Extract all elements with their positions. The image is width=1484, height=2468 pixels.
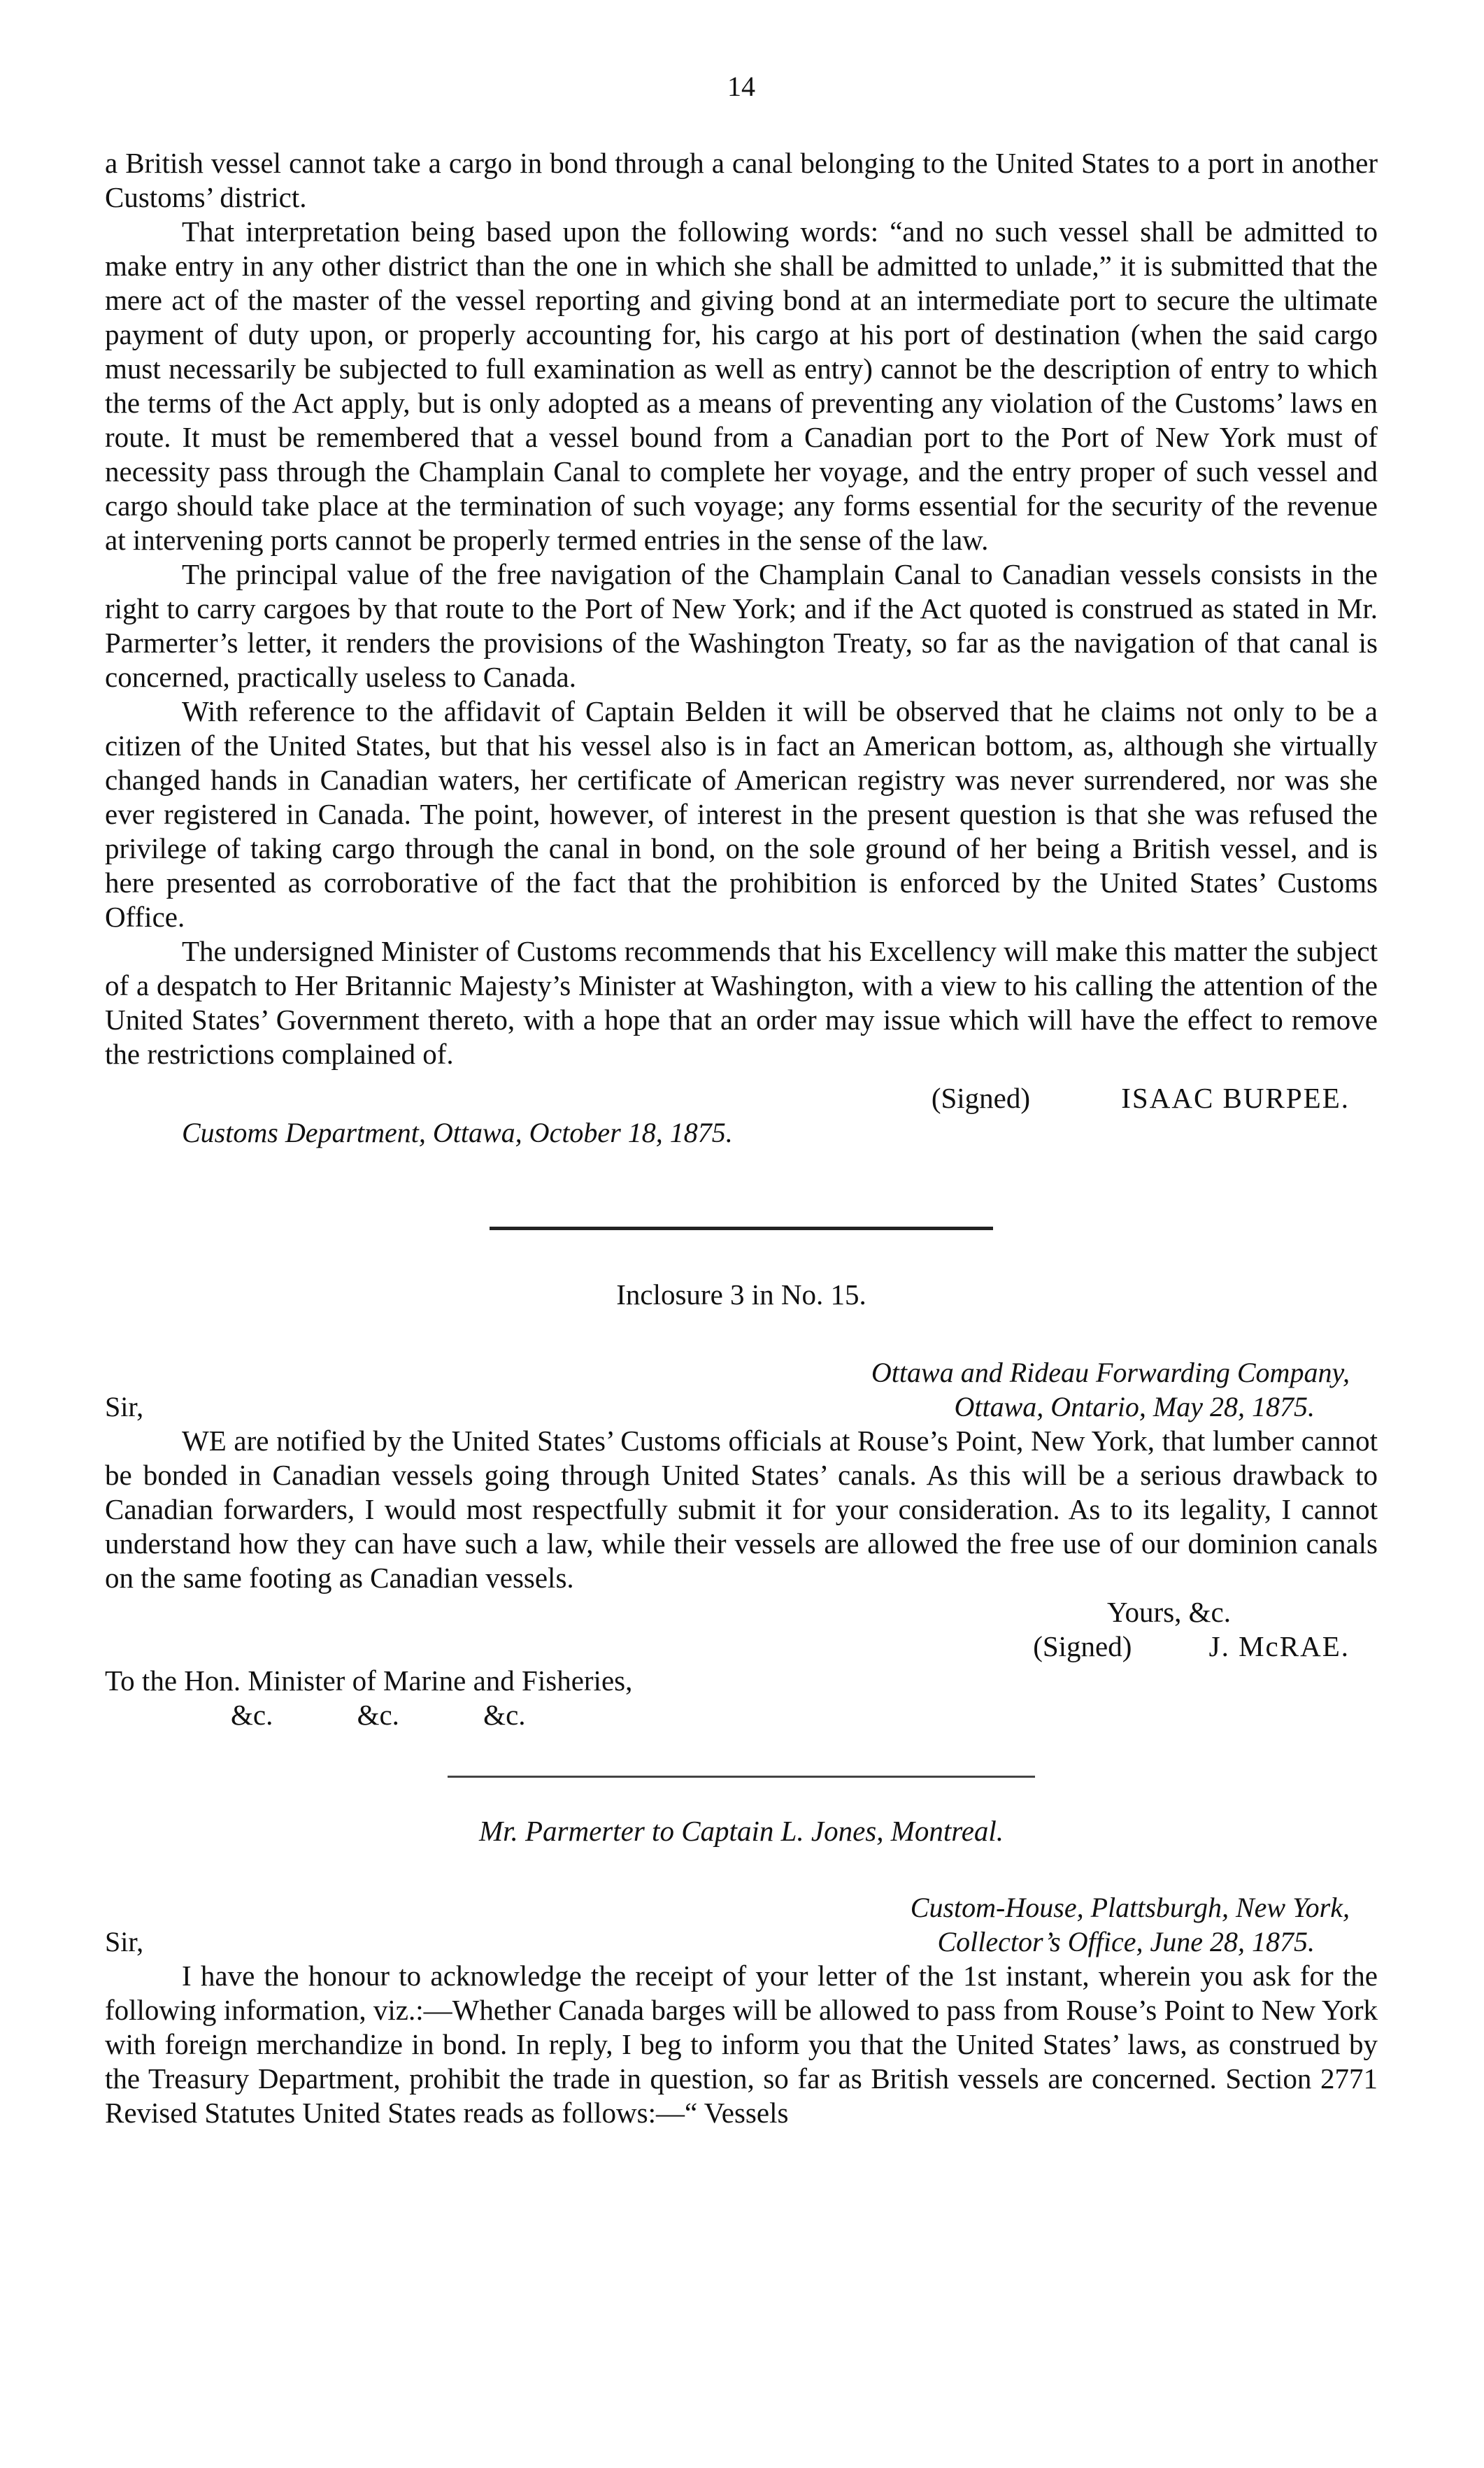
- letter1-address-line1: Ottawa and Rideau Forwarding Company,: [871, 1357, 1350, 1388]
- letter2-heading: Mr. Parmerter to Captain L. Jones, Montreal.: [478, 1815, 1004, 1847]
- letter1-addressee-block: [105, 1664, 1378, 1732]
- paragraph-continuation: a British vessel cannot take a cargo in bond through a canal belonging to the United States to a port in another Customs’ district.: [105, 147, 1378, 213]
- letter2-address-line2: Collector’s Office, June 28, 1875.: [937, 1926, 1315, 1957]
- letter1-signer-name: J. McRAE.: [1208, 1630, 1350, 1662]
- document-page: [105, 70, 1378, 2130]
- letter1-yours: Yours, &c.: [1107, 1596, 1231, 1628]
- letter1-closing: [105, 1595, 1378, 1664]
- letter2-address-line1: Custom-House, Plattsburgh, New York,: [910, 1892, 1350, 1923]
- letter1-addressee: To the Hon. Minister of Marine and Fisheries,: [105, 1664, 633, 1697]
- letter2-body: I have the honour to acknowledge the receipt of your letter of the 1st instant, wherein you ask for the following information, viz.:—Whether Canada barges will be allowed to pass from Rouse’s Point to New York with foreign merchandize in bond. In reply, I beg to inform you that the United States’ laws, as construed by the Treasury Department, prohibit the trade in question, so far as British vessels are concerned. Section 2771 Revised Statutes United States reads as follows:—“ Vessels: [105, 1960, 1378, 2129]
- paragraph-recommendation: The undersigned Minister of Customs recommends that his Excellency will make this matter the subject of a despatch to Her Britannic Majesty’s Minister at Washington, with a view to his calling the attention of the United States’ Government thereto, with a hope that an order may issue which will have the effect to remove the restrictions complained of.: [105, 935, 1378, 1070]
- letter-divider: [448, 1776, 1035, 1778]
- signer-name: ISAAC BURPEE.: [1121, 1082, 1350, 1114]
- letter1-sender-address: [871, 1355, 1350, 1424]
- letter2-sender-address: [911, 1890, 1350, 1959]
- signed-label: (Signed): [931, 1082, 1031, 1114]
- letter2-address-block: [105, 1890, 1378, 1959]
- page-number: 14: [727, 71, 755, 102]
- signature-burpee: [105, 1081, 1378, 1115]
- dateline-customs-department: Customs Department, Ottawa, October 18, 1875.: [182, 1117, 733, 1148]
- paragraph-interpretation: That interpretation being based upon the following words: “and no such vessel shall be admitted to make entry in any other district than the one in which she shall be admitted to unlade,” it is submitted that the mere act of the master of the vessel reporting and giving bond at an intermediate port to secure the ultimate payment of duty upon, or properly accounting for, his cargo at his port of destination (when the said cargo must necessarily be subjected to full examination as well as entry) cannot be the description of entry to which the terms of the Act apply, but is only adopted as a means of preventing any violation of the Customs’ laws en route. It must be remembered that a vessel bound from a Canadian port to the Port of New York must of necessity pass through the Champlain Canal to complete her voyage, and the entry proper of such vessel and cargo should take place at the termination of such voyage; any forms essential for the security of the revenue at intervening ports cannot be properly termed entries in the sense of the law.: [105, 215, 1378, 556]
- inclosure-heading: Inclosure 3 in No. 15.: [616, 1278, 866, 1311]
- letter1-address-block: [105, 1355, 1378, 1424]
- letter1-body: WE are notified by the United States’ Customs officials at Rouse’s Point, New York, that lumber cannot be bonded in Canadian vessels going through United States’ canals. As this will be a serious drawback to Canadian forwarders, I would most respectfully submit it for your consideration. As to its legality, I cannot understand how they can have such a law, while their vessels are allowed the free use of our dominion canals on the same footing as Canadian vessels.: [105, 1425, 1378, 1594]
- section-divider: [490, 1227, 993, 1230]
- letter2-salutation: Sir,: [105, 1926, 144, 1957]
- letter1-signed-label: (Signed): [1033, 1630, 1132, 1662]
- paragraph-principal-value: The principal value of the free navigation of the Champlain Canal to Canadian vessels consists in the right to carry cargoes by that route to the Port of New York; and if the Act quoted is construed as stated in Mr. Parmerter’s letter, it renders the provisions of the Washington Treaty, so far as the navigation of that canal is concerned, practically useless to Canada.: [105, 558, 1378, 693]
- letter1-etc: &c. &c. &c.: [231, 1699, 526, 1731]
- letter1-signature: [105, 1629, 1378, 1664]
- letter1-address-line2: Ottawa, Ontario, May 28, 1875.: [954, 1391, 1315, 1422]
- letter1-salutation: Sir,: [105, 1391, 144, 1422]
- paragraph-affidavit: With reference to the affidavit of Captain Belden it will be observed that he claims not only to be a citizen of the United States, but that his vessel also is in fact an American bottom, as, although she virtually changed hands in Canadian waters, her certificate of American registry was never surrendered, nor was she ever registered in Canada. The point, however, of interest in the present question is that she was refused the privilege of taking cargo through the canal in bond, on the sole ground of her being a British vessel, and is here presented as corroborative of the fact that the prohibition is enforced by the United States’ Customs Office.: [105, 695, 1378, 933]
